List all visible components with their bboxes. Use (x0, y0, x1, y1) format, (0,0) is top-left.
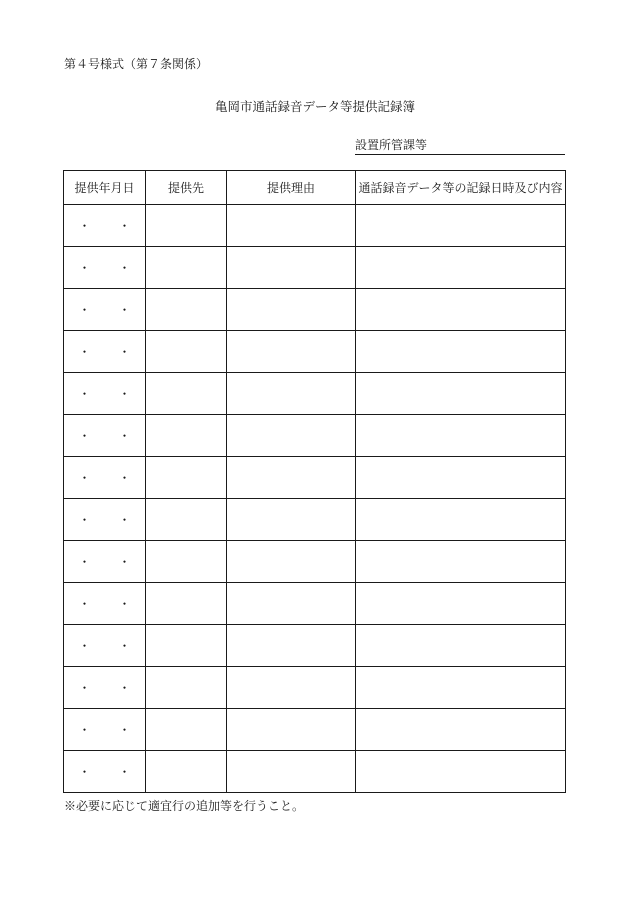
record-content-cell[interactable] (356, 751, 566, 793)
table-row (64, 415, 566, 457)
table-row (64, 667, 566, 709)
date-cell[interactable] (64, 709, 146, 751)
footnote: ※必要に応じて適宜行の追加等を行うこと。 (64, 799, 305, 813)
header-reason: 提供理由 (227, 171, 356, 205)
record-content-cell[interactable] (356, 583, 566, 625)
recipient-cell[interactable] (146, 583, 227, 625)
recipient-cell[interactable] (146, 751, 227, 793)
date-cell[interactable] (64, 289, 146, 331)
office-field[interactable] (355, 136, 565, 155)
date-separator: ・ (118, 345, 131, 359)
office-label: 設置所管課等 (355, 138, 428, 152)
date-separators (64, 763, 145, 780)
reason-cell[interactable] (227, 331, 356, 373)
date-separator: ・ (78, 555, 91, 569)
record-content-cell[interactable] (356, 541, 566, 583)
date-separators (64, 469, 145, 486)
date-cell[interactable] (64, 415, 146, 457)
table-row (64, 709, 566, 751)
date-separator: ・ (78, 723, 91, 737)
date-cell[interactable] (64, 751, 146, 793)
recipient-cell[interactable] (146, 373, 227, 415)
recipient-cell[interactable] (146, 499, 227, 541)
date-separators (64, 385, 145, 402)
recipient-cell[interactable] (146, 541, 227, 583)
date-separator: ・ (118, 513, 131, 527)
reason-cell[interactable] (227, 289, 356, 331)
recipient-cell[interactable] (146, 205, 227, 247)
reason-cell[interactable] (227, 667, 356, 709)
reason-cell[interactable] (227, 751, 356, 793)
header-provision-date: 提供年月日 (64, 171, 146, 205)
date-separator: ・ (78, 219, 91, 233)
date-separator: ・ (78, 471, 91, 485)
date-separator: ・ (78, 597, 91, 611)
record-content-cell[interactable] (356, 289, 566, 331)
document-title: 亀岡市通話録音データ等提供記録簿 (214, 99, 415, 114)
date-cell[interactable] (64, 457, 146, 499)
date-cell[interactable] (64, 541, 146, 583)
date-separators (64, 259, 145, 276)
table-row (64, 499, 566, 541)
date-separator: ・ (118, 765, 131, 779)
date-separator: ・ (78, 261, 91, 275)
date-separator: ・ (118, 429, 131, 443)
table-row (64, 331, 566, 373)
date-cell[interactable] (64, 499, 146, 541)
recipient-cell[interactable] (146, 625, 227, 667)
date-separators (64, 427, 145, 444)
reason-cell[interactable] (227, 709, 356, 751)
date-separator: ・ (118, 303, 131, 317)
provision-record-table (63, 170, 566, 793)
recipient-cell[interactable] (146, 457, 227, 499)
record-content-cell[interactable] (356, 415, 566, 457)
date-separator: ・ (78, 429, 91, 443)
date-separator: ・ (118, 639, 131, 653)
table-row (64, 457, 566, 499)
date-separators (64, 595, 145, 612)
record-content-cell[interactable] (356, 247, 566, 289)
recipient-cell[interactable] (146, 667, 227, 709)
date-separators (64, 637, 145, 654)
recipient-cell[interactable] (146, 331, 227, 373)
date-separator: ・ (78, 639, 91, 653)
reason-cell[interactable] (227, 541, 356, 583)
table-row (64, 583, 566, 625)
date-separator: ・ (118, 261, 131, 275)
date-separator: ・ (118, 387, 131, 401)
date-separators (64, 343, 145, 360)
reason-cell[interactable] (227, 247, 356, 289)
date-cell[interactable] (64, 205, 146, 247)
date-separators (64, 679, 145, 696)
table-row (64, 247, 566, 289)
reason-cell[interactable] (227, 625, 356, 667)
header-recipient: 提供先 (146, 171, 227, 205)
date-separator: ・ (78, 513, 91, 527)
reason-cell[interactable] (227, 499, 356, 541)
header-record-datetime-content: 通話録音データ等の記録日時及び内容 (356, 171, 566, 205)
record-content-cell[interactable] (356, 709, 566, 751)
date-separator: ・ (78, 303, 91, 317)
date-cell[interactable] (64, 373, 146, 415)
table-row (64, 625, 566, 667)
date-cell[interactable] (64, 331, 146, 373)
table-header-row (64, 171, 566, 205)
record-content-cell[interactable] (356, 625, 566, 667)
date-separators (64, 721, 145, 738)
date-separators (64, 553, 145, 570)
record-content-cell[interactable] (356, 373, 566, 415)
record-content-cell[interactable] (356, 499, 566, 541)
recipient-cell[interactable] (146, 289, 227, 331)
table-row (64, 289, 566, 331)
date-separators (64, 301, 145, 318)
date-separator: ・ (78, 681, 91, 695)
date-separator: ・ (78, 345, 91, 359)
reason-cell[interactable] (227, 583, 356, 625)
recipient-cell[interactable] (146, 709, 227, 751)
date-separator: ・ (118, 681, 131, 695)
date-separator: ・ (118, 723, 131, 737)
record-content-cell[interactable] (356, 331, 566, 373)
table-row (64, 205, 566, 247)
reason-cell[interactable] (227, 205, 356, 247)
recipient-cell[interactable] (146, 247, 227, 289)
table-row (64, 541, 566, 583)
date-cell[interactable] (64, 583, 146, 625)
date-separators (64, 217, 145, 234)
date-separator: ・ (78, 387, 91, 401)
form-number: 第４号様式（第７条関係） (64, 57, 209, 71)
date-separator: ・ (118, 219, 131, 233)
table-body (64, 205, 566, 793)
date-separator: ・ (118, 597, 131, 611)
date-cell[interactable] (64, 625, 146, 667)
date-separators (64, 511, 145, 528)
date-cell[interactable] (64, 667, 146, 709)
date-separator: ・ (118, 555, 131, 569)
table-row (64, 751, 566, 793)
record-content-cell[interactable] (356, 667, 566, 709)
date-cell[interactable] (64, 247, 146, 289)
reason-cell[interactable] (227, 457, 356, 499)
date-separator: ・ (118, 471, 131, 485)
recipient-cell[interactable] (146, 415, 227, 457)
record-content-cell[interactable] (356, 205, 566, 247)
reason-cell[interactable] (227, 373, 356, 415)
reason-cell[interactable] (227, 415, 356, 457)
table-row (64, 373, 566, 415)
date-separator: ・ (78, 765, 91, 779)
record-content-cell[interactable] (356, 457, 566, 499)
